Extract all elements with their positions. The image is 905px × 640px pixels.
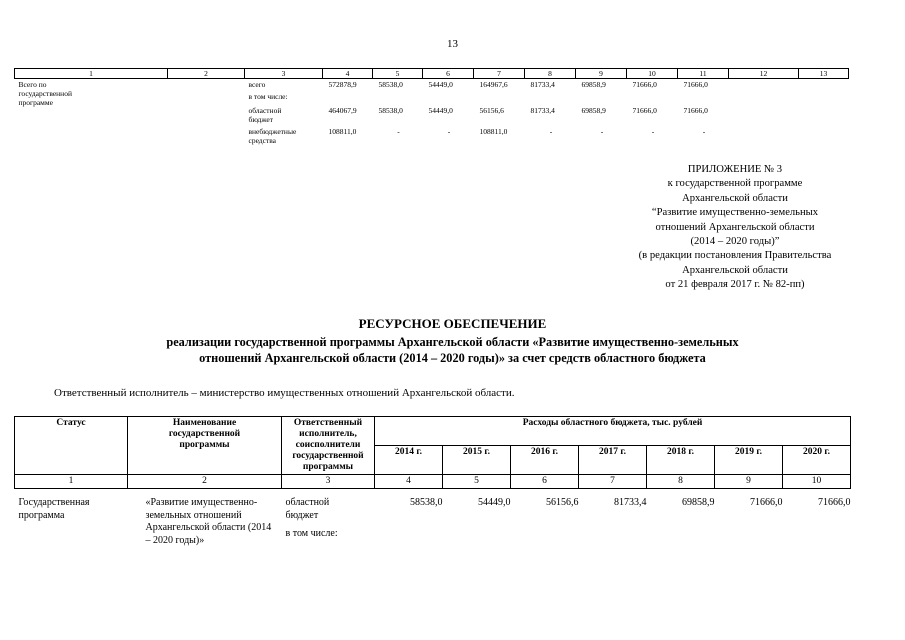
column-number: 1 <box>15 475 128 489</box>
value-cell: 58538,0 <box>378 106 403 115</box>
value-cell: 71666,0 <box>632 106 657 115</box>
row-label: в том числе: <box>248 92 288 101</box>
table-header-row <box>15 417 851 446</box>
resource-table <box>14 416 851 547</box>
value-cell: 69858,9 <box>581 106 606 115</box>
column-number: 6 <box>511 475 579 489</box>
column-number: 5 <box>443 475 511 489</box>
page-number: 13 <box>447 38 458 50</box>
header-cell: 7 <box>474 69 525 79</box>
document-subtitle <box>0 334 905 366</box>
value-cell: - <box>651 127 655 136</box>
value-cell: - <box>600 127 604 136</box>
value-cell: 81733,4 <box>530 106 555 115</box>
header-cell: 8 <box>525 69 576 79</box>
value-cell: 81733,4 <box>614 497 647 508</box>
appendix-line: отношений Архангельской области <box>655 221 815 233</box>
header-cell: 2 <box>168 69 245 79</box>
document-title: РЕСУРСНОЕ ОБЕСПЕЧЕНИЕ <box>358 316 547 331</box>
subtitle-line: отношений Архангельской области (2014 – 2020 годы)» за счет средств областного бюджета <box>199 351 706 365</box>
header-cell: 13 <box>799 69 849 79</box>
value-cell: 56156,6 <box>479 106 504 115</box>
table-row <box>15 79 849 90</box>
column-number: 4 <box>375 475 443 489</box>
appendix-block <box>590 163 880 293</box>
value-cell: - <box>702 127 706 136</box>
header-cell: 10 <box>627 69 678 79</box>
header-year: 2019 г. <box>715 446 783 475</box>
column-number: 7 <box>579 475 647 489</box>
value-cell: 108811,0 <box>479 127 508 136</box>
appendix-line: “Развитие имущественно-земельных <box>651 207 819 219</box>
header-cell: 11 <box>678 69 729 79</box>
header-cell: 3 <box>245 69 323 79</box>
row-program-name: «Развитие имущественно-земельных отношений Архангельской области (2014 – 2020 годы)» <box>145 497 272 546</box>
column-number-row <box>15 475 851 489</box>
value-cell: 164967,6 <box>479 80 508 89</box>
header-year: 2018 г. <box>647 446 715 475</box>
value-cell: 69858,9 <box>682 497 715 508</box>
value-cell: 108811,0 <box>328 127 357 136</box>
header-year: 2017 г. <box>579 446 647 475</box>
header-cell: 1 <box>15 69 168 79</box>
value-cell: 71666,0 <box>683 106 708 115</box>
appendix-line: Архангельской области <box>682 264 788 276</box>
value-cell: - <box>447 127 451 136</box>
status-cell: Всего по государственной программе <box>18 80 72 107</box>
header-year: 2015 г. <box>443 446 511 475</box>
value-cell: 54449,0 <box>478 497 511 508</box>
header-cell: 4 <box>323 69 373 79</box>
value-cell: - <box>397 127 400 136</box>
value-cell: 54449,0 <box>428 80 453 89</box>
value-cell: 81733,4 <box>530 80 555 89</box>
appendix-line: от 21 февраля 2017 г. № 82-пп) <box>665 279 805 291</box>
value-cell: 572878,9 <box>328 80 357 89</box>
header-cell: 6 <box>423 69 474 79</box>
value-cell: 56156,6 <box>546 497 579 508</box>
header-year: 2016 г. <box>511 446 579 475</box>
header-cell: 12 <box>729 69 799 79</box>
header-status: Статус <box>15 417 128 475</box>
column-number: 9 <box>715 475 783 489</box>
subtitle-line: реализации государственной программы Архангельской области «Развитие имущественно-земельных <box>166 335 739 349</box>
top-table-header-row <box>15 69 849 79</box>
appendix-line: (2014 – 2020 годы)” <box>690 236 780 248</box>
header-expenses: Расходы областного бюджета, тыс. рублей <box>375 417 851 446</box>
column-number: 8 <box>647 475 715 489</box>
header-executor: Ответственный исполнитель, соисполнители государственной программы <box>282 417 375 475</box>
value-cell: 58538,0 <box>410 497 443 508</box>
appendix-line: Архангельской области <box>682 192 788 204</box>
row-label: всего <box>248 80 266 89</box>
value-cell: - <box>549 127 553 136</box>
row-label: областной бюджет <box>248 106 282 124</box>
value-cell: 71666,0 <box>683 80 708 89</box>
appendix-line: ПРИЛОЖЕНИЕ № 3 <box>687 164 783 175</box>
column-number: 3 <box>282 475 375 489</box>
responsible-executor: Ответственный исполнитель – министерство имущественных отношений Архангельской области. <box>54 387 515 399</box>
header-year: 2020 г. <box>783 446 851 475</box>
header-cell: 9 <box>576 69 627 79</box>
appendix-line: (в редакции постановления Правительства <box>638 250 832 262</box>
header-year: 2014 г. <box>375 446 443 475</box>
header-cell: 5 <box>373 69 423 79</box>
executor-label: областной бюджет <box>285 497 330 521</box>
top-budget-table <box>14 68 849 145</box>
value-cell: 58538,0 <box>378 80 403 89</box>
executor-sublabel: в том числе: <box>285 528 338 539</box>
appendix-line: к государственной программе <box>667 178 803 190</box>
value-cell: 71666,0 <box>750 497 783 508</box>
value-cell: 464067,9 <box>328 106 357 115</box>
header-program-name: Наименование государственной программы <box>128 417 282 475</box>
table-row <box>15 489 851 548</box>
row-label: внебюджетные средства <box>248 127 297 145</box>
column-number: 10 <box>783 475 851 489</box>
column-number: 2 <box>128 475 282 489</box>
row-status: Государственная программа <box>18 497 90 521</box>
value-cell: 71666,0 <box>632 80 657 89</box>
value-cell: 54449,0 <box>428 106 453 115</box>
value-cell: 69858,9 <box>581 80 606 89</box>
value-cell: 71666,0 <box>818 497 851 508</box>
row-executor <box>282 489 375 548</box>
